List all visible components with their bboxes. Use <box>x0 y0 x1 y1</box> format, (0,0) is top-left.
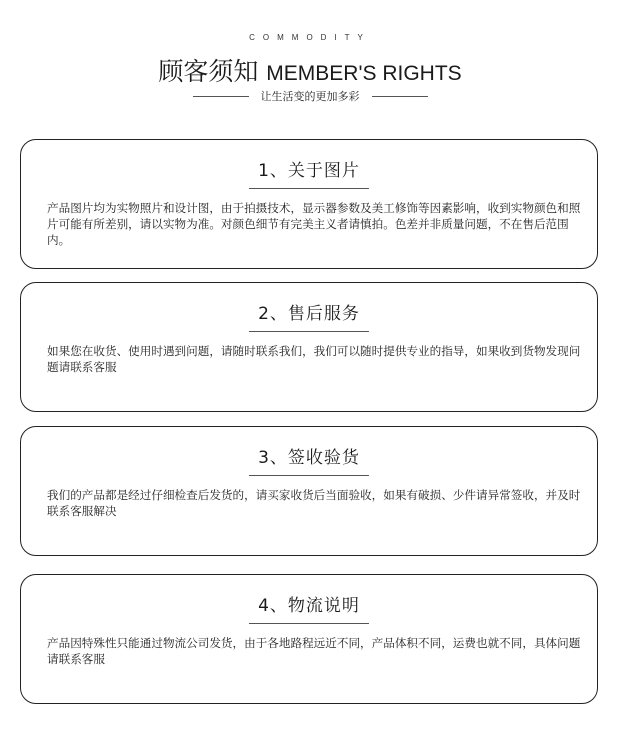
card-title: 1、关于图片 <box>258 161 360 181</box>
card-text: 产品图片均为实物照片和设计图，由于拍摄技术，显示器参数及美工修饰等因素影响，收到实物颜色和照片可能有所差别，请以实物为准。对颜色细节有完美主义者请慎拍。色差并非质量问题，不在售后范围内。 <box>47 201 581 247</box>
title-chinese: 顾客须知 <box>158 57 259 86</box>
subtitle-row <box>0 88 620 104</box>
card-title-underline <box>249 188 369 189</box>
card-title-underline <box>249 331 369 332</box>
notice-card-after-sales <box>20 282 598 412</box>
card-text: 我们的产品都是经过仔细检查后发货的，请买家收货后当面验收，如果有破损、少件请异常签收，并及时联系客服解决 <box>47 488 581 518</box>
title-english: MEMBER'S RIGHTS <box>266 62 462 85</box>
notice-card-photos <box>20 139 598 269</box>
card-text: 如果您在收货、使用时遇到问题，请随时联系我们，我们可以随时提供专业的指导，如果收到货物发现问题请联系客服 <box>47 344 581 374</box>
notice-card-inspection <box>20 426 598 556</box>
card-title: 2、售后服务 <box>258 304 360 324</box>
card-title: 3、签收验货 <box>258 448 360 468</box>
page-title <box>0 52 620 88</box>
commodity-label: COMMODITY <box>249 33 371 42</box>
card-title-underline <box>249 475 369 476</box>
card-title-underline <box>249 623 369 624</box>
card-text: 产品因特殊性只能通过物流公司发货，由于各地路程远近不同，产品体积不同，运费也就不同，具体问题请联系客服 <box>47 636 581 666</box>
subtitle: 让生活变的更加多彩 <box>260 90 360 103</box>
subtitle-divider-right <box>372 96 428 97</box>
card-title: 4、物流说明 <box>258 596 360 616</box>
page-header <box>0 0 620 120</box>
subtitle-divider-left <box>193 96 249 97</box>
notice-card-logistics <box>20 574 598 704</box>
